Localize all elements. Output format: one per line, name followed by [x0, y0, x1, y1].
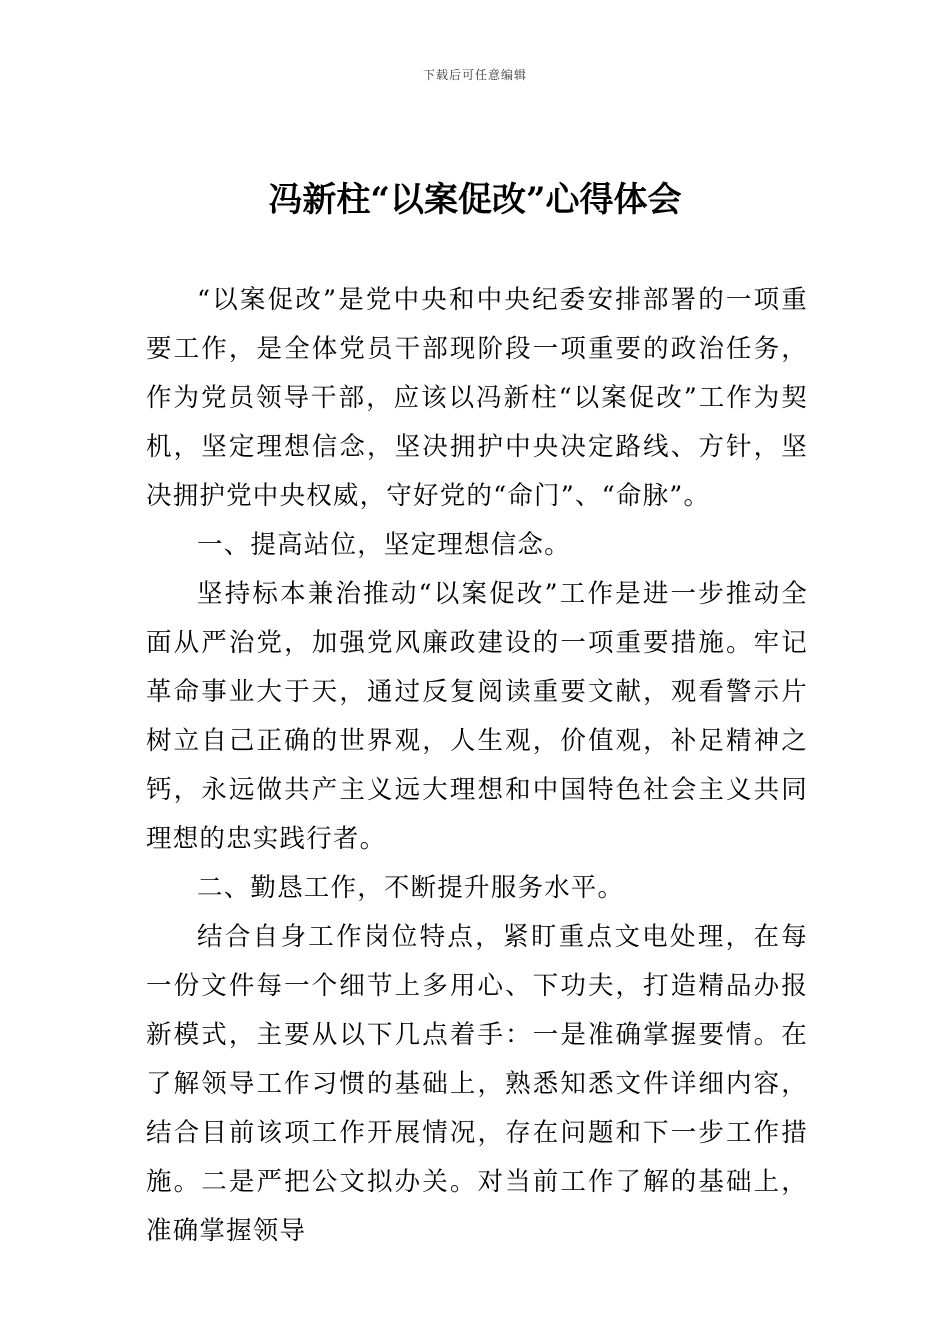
- section-heading-1: 一、提高站位，坚定理想信念。: [197, 530, 571, 560]
- document-body: [146, 276, 808, 1256]
- document-title: 冯新柱“以案促改”心得体会: [268, 180, 682, 220]
- section-heading-2: 二、勤恳工作，不断提升服务水平。: [197, 873, 625, 903]
- header-note: 下载后可任意编辑: [422, 68, 527, 82]
- paragraph-section-2: 结合自身工作岗位特点，紧盯重点文电处理，在每一份文件每一个细节上多用心、下功夫，打造精品办报新模式，主要从以下几点着手：一是准确掌握要情。在了解领导工作习惯的基础上，熟悉知悉文件详细内容，结合目前该项工作开展情况，存在问题和下一步工作措施。二是严把公文拟办关。对当前工作了解的基础上，准确掌握领导: [146, 922, 808, 1246]
- paragraph-intro: “以案促改”是党中央和中央纪委安排部署的一项重要工作，是全体党员干部现阶段一项重要的政治任务，作为党员领导干部，应该以冯新柱“以案促改”工作为契机，坚定理想信念，坚决拥护中央决定路线、方针，坚决拥护党中央权威，守好党的“命门”、“命脉”。: [146, 285, 808, 511]
- paragraph-section-1: 坚持标本兼治推动“以案促改”工作是进一步推动全面从严治党，加强党风廉政建设的一项重要措施。牢记革命事业大于天，通过反复阅读重要文献，观看警示片树立自己正确的世界观，人生观，价值观，补足精神之钙，永远做共产主义远大理想和中国特色社会主义共同理想的忠实践行者。: [146, 579, 808, 854]
